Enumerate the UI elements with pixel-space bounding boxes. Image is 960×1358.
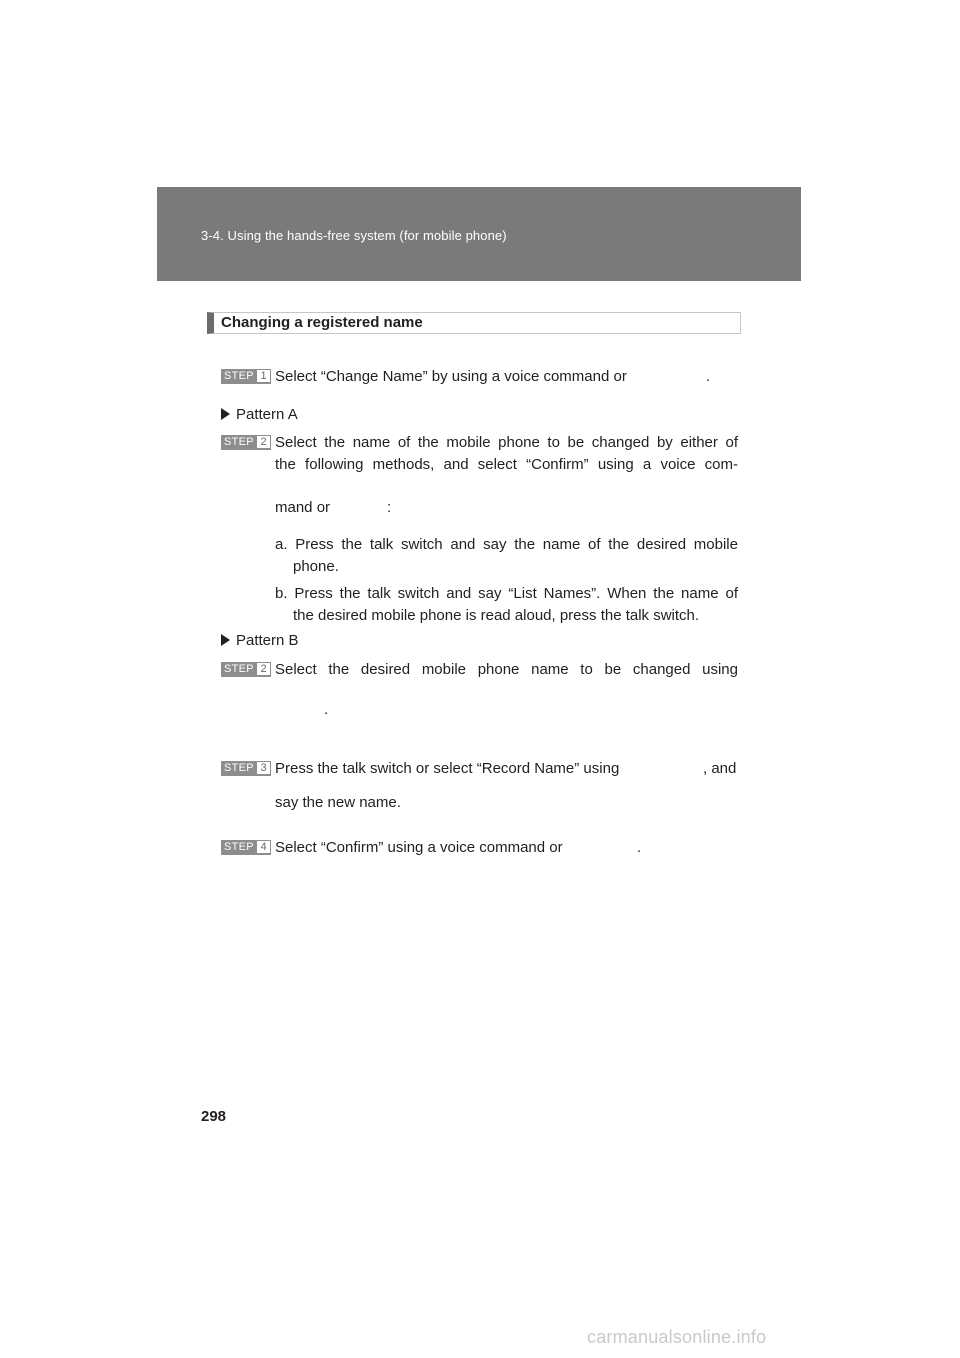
pattern-b-label [221, 630, 299, 652]
step-2-badge [221, 435, 271, 450]
step-4-badge [221, 840, 271, 855]
option-a-line-1: a. Press the talk switch and say the name of the desired mobile [275, 536, 738, 553]
section-heading-text: Changing a registered name [221, 314, 423, 331]
step-2a-line-1: Select the name of the mobile phone to be changed by either of [275, 434, 738, 451]
step-3-badge [221, 761, 271, 776]
pattern-a-label [221, 404, 298, 426]
step-word: STEP [224, 762, 254, 774]
step-1-text: Select “Change Name” by using a voice command or [275, 368, 627, 385]
option-b-line-1: b. Press the talk switch and say “List Names”. When the name of [275, 585, 738, 602]
step-4-text-end: . [637, 839, 642, 856]
step-number: 1 [257, 370, 270, 382]
step-word: STEP [224, 436, 254, 448]
option-b-line-2: the desired mobile phone is read aloud, press the talk switch. [293, 607, 700, 624]
step-number: 3 [257, 762, 270, 774]
page-number: 298 [201, 1108, 227, 1125]
step-word: STEP [224, 663, 254, 675]
triangle-arrow-icon [221, 634, 230, 646]
header-band [157, 187, 801, 281]
step-2b-badge [221, 662, 271, 677]
step-4-text: Select “Confirm” using a voice command or [275, 839, 563, 856]
step-word: STEP [224, 370, 254, 382]
step-2a-line-3-end: : [387, 499, 392, 516]
pattern-a-text: Pattern A [236, 406, 298, 423]
step-number: 2 [257, 436, 270, 448]
step-3-line-1: Press the talk switch or select “Record Name” using [275, 760, 620, 777]
step-2a-line-3: mand or [275, 499, 331, 516]
step-word: STEP [224, 841, 254, 853]
step-1-text-end: . [706, 368, 711, 385]
step-number: 4 [257, 841, 270, 853]
triangle-arrow-icon [221, 408, 230, 420]
header-section-title: 3-4. Using the hands-free system (for mobile phone) [201, 228, 507, 243]
step-2b-line-2: . [324, 701, 329, 718]
watermark: carmanualsonline.info [587, 1327, 767, 1347]
option-a-line-2: phone. [293, 558, 339, 575]
section-heading [207, 312, 741, 334]
step-3-line-1-end: , and [703, 760, 737, 777]
step-1-badge [221, 369, 271, 384]
pattern-b-text: Pattern B [236, 632, 299, 649]
step-number: 2 [257, 663, 270, 675]
step-2a-line-2: the following methods, and select “Confirm” using a voice com- [275, 456, 738, 473]
step-2b-line-1: Select the desired mobile phone name to be changed using [275, 661, 738, 678]
step-3-line-2: say the new name. [275, 794, 401, 811]
